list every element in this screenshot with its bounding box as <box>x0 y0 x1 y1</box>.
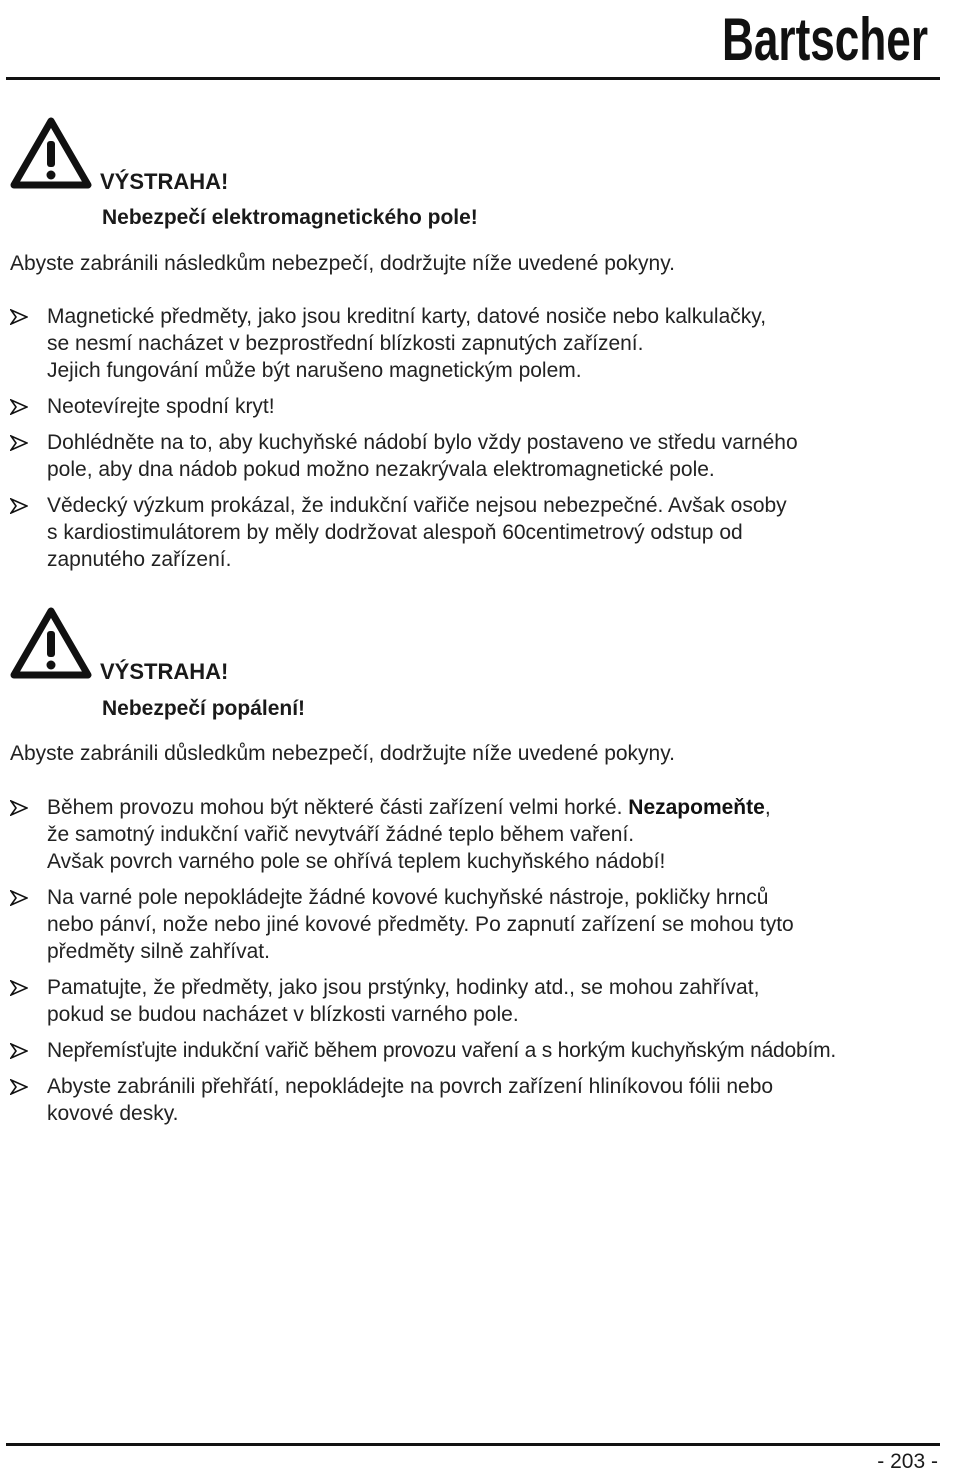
list-item: Během provozu mohou být některé části zařízení velmi horké. Nezapomeňte, že samotný indukční vařič nevytváří žádné teplo během vaření. Avšak povrch varného pole se ohřívá teplem kuchyňského nádobí! <box>10 794 960 875</box>
page-number: - 203 - <box>877 1450 938 1473</box>
arrow-bullet-icon <box>10 399 28 415</box>
arrow-bullet-icon <box>10 890 28 906</box>
arrow-bullet-icon <box>10 1043 28 1059</box>
emphasis-text: Nezapomeňte <box>628 796 765 819</box>
list-item: Abyste zabránili přehřátí, nepokládejte na povrch zařízení hliníkovou fólii nebo kovové desky. <box>10 1073 960 1127</box>
section-2-subheading: Nebezpečí popálení! <box>102 697 306 720</box>
list-item: Neotevírejte spodní kryt! <box>10 393 960 420</box>
arrow-bullet-icon <box>10 435 28 451</box>
arrow-bullet-icon <box>10 800 28 816</box>
section-1-intro: Abyste zabránili následkům nebezpečí, dodržujte níže uvedené pokyny. <box>10 252 676 275</box>
warning-triangle-icon <box>10 607 92 679</box>
list-item: Nepřemísťujte indukční vařič během provozu vaření a s horkým kuchyňským nádobím. <box>10 1037 960 1064</box>
footer-rule <box>6 1443 940 1446</box>
arrow-bullet-icon <box>10 980 28 996</box>
section-1-subheading: Nebezpečí elektromagnetického pole! <box>102 206 478 229</box>
arrow-bullet-icon <box>10 309 28 325</box>
list-item: Pamatujte, že předměty, jako jsou prstýnky, hodinky atd., se mohou zahřívat, pokud se budou nacházet v blízkosti varného pole. <box>10 974 960 1028</box>
svg-text:Bartscher: Bartscher <box>722 6 928 70</box>
header-rule <box>6 77 940 80</box>
warning-triangle-icon <box>10 117 92 189</box>
section-1-list <box>10 303 960 573</box>
list-item: Na varné pole nepokládejte žádné kovové kuchyňské nástroje, pokličky hrnců nebo pánví, nože nebo jiné kovové předměty. Po zapnutí zařízení se mohou tyto předměty silně zahřívat. <box>10 884 960 965</box>
list-item: Vědecký výzkum prokázal, že indukční vařiče nejsou nebezpečné. Avšak osoby s kardiostimulátorem by měly dodržovat alespoň 60centimetrový odstup od zapnutého zařízení. <box>10 492 960 573</box>
list-item: Magnetické předměty, jako jsou kreditní karty, datové nosiče nebo kalkulačky, se nesmí nacházet v bezprostřední blízkosti zapnutých zařízení. Jejich fungování může být narušeno magnetickým polem. <box>10 303 960 384</box>
section-1-heading: VÝSTRAHA! <box>100 169 229 194</box>
list-item: Dohlédněte na to, aby kuchyňské nádobí bylo vždy postaveno ve středu varného pole, aby dna nádob pokud možno nezakrývala elektromagnetické pole. <box>10 429 960 483</box>
section-2-list <box>10 794 960 1127</box>
arrow-bullet-icon <box>10 498 28 514</box>
section-2-intro: Abyste zabránili důsledkům nebezpečí, dodržujte níže uvedené pokyny. <box>10 742 676 765</box>
brand-logo <box>722 6 932 70</box>
arrow-bullet-icon <box>10 1079 28 1095</box>
section-2-heading: VÝSTRAHA! <box>100 659 229 684</box>
